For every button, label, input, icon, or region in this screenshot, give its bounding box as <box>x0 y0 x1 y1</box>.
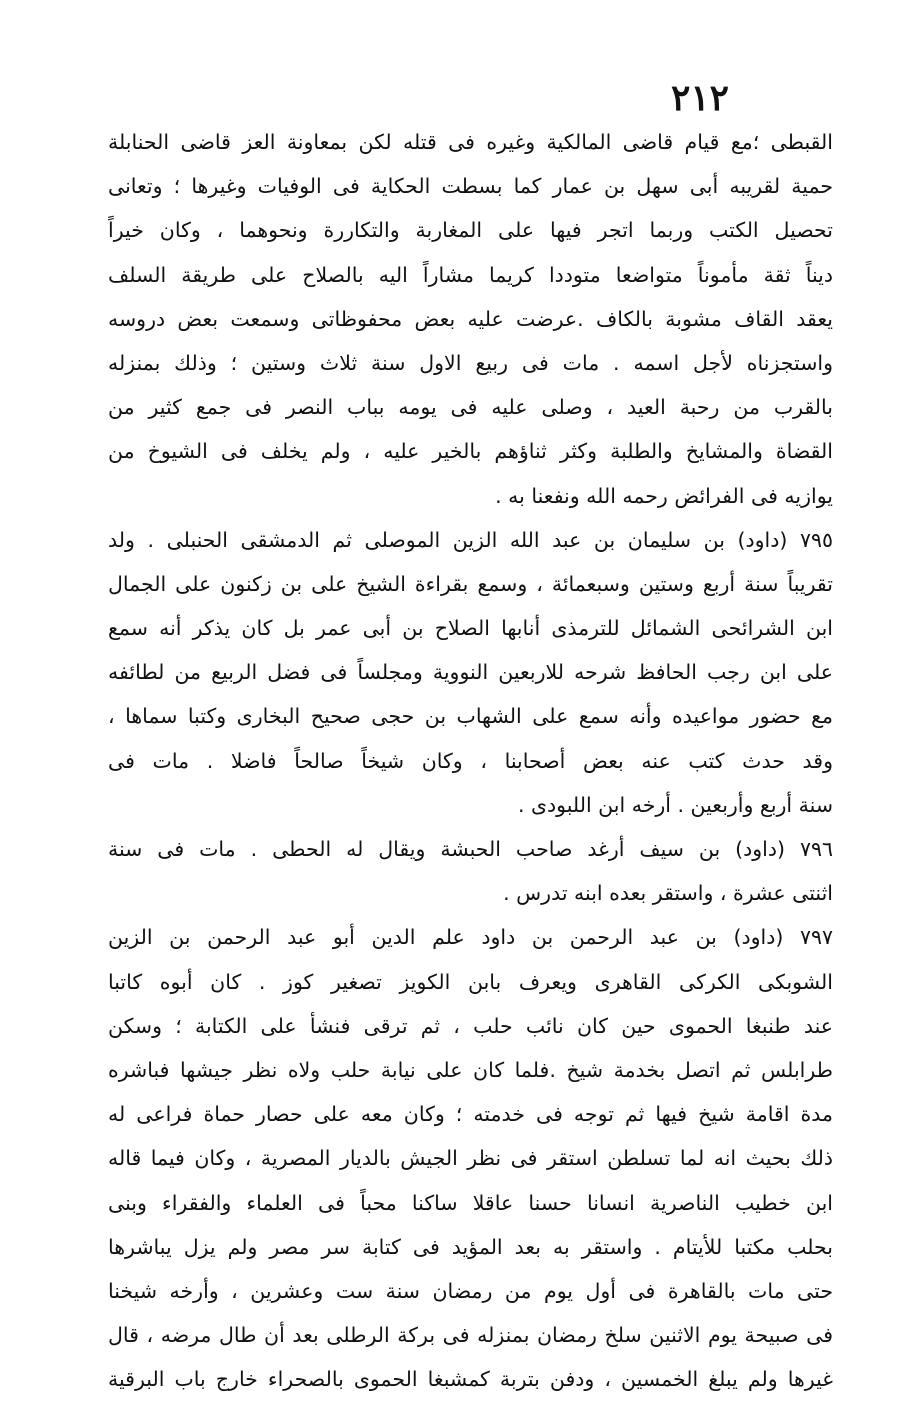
text-line: سنة أربع وأربعين . أرخه ابن اللبودى . <box>517 792 833 817</box>
text-line: ابن الشرائحى الشمائل للترمذى أنابها الصلاح بن أبى عمر بل كان يذكر أنه سمع <box>108 616 833 641</box>
text-line: الشوبكى الكركى القاهرى ويعرف بابن الكويز تصغير كوز . كان أبوه كاتبا <box>108 969 833 994</box>
text-line: اثنتى عشرة ، واستقر بعده ابنه تدرس . <box>503 881 833 906</box>
text-line: طرابلس ثم اتصل بخدمة شيخ .فلما كان على نيابة حلب ولاه نظر جيشها فباشره <box>108 1057 833 1082</box>
text-line: يوازيه فى الفرائض رحمه الله ونفعنا به . <box>495 483 833 508</box>
text-line: بالقرب من رحبة العيد ، وصلى عليه فى يومه بباب النصر فى جمع كثير من <box>108 395 833 420</box>
entry-797-start: ٧٩٧ (داود) بن عبد الرحمن بن داود علم الدين أبو عبد الرحمن بن الزين <box>108 925 833 950</box>
text-line: القبطى ؛مع قيام قاضى المالكية وغيره فى قتله لكن بمعاونة العز قاضى الحنابلة <box>108 130 833 154</box>
entry-795-start: ٧٩٥ (داود) بن سليمان بن عبد الله الزين الموصلى ثم الدمشقى الحنبلى . ولد <box>108 527 833 552</box>
page-number: ٢١٢ <box>670 77 729 119</box>
entry-796-start: ٧٩٦ (داود) بن سيف أرغد صاحب الحبشة ويقال له الحطى . مات فى سنة <box>108 837 833 861</box>
text-line: مدة اقامة شيخ فيها ثم توجه فى خدمته ؛ وكان معه على حصار حماة فراعى له <box>108 1102 833 1127</box>
text-line: تقريباً سنة أربع وستين وسبعمائة ، وسمع بقراءة الشيخ على بن زكنون على الجمال <box>108 571 833 596</box>
text-line: يعقد القاف مشوبة بالكاف .عرضت عليه بعض محفوظاتى وسمعت بعض دروسه <box>108 306 833 331</box>
text-line: على ابن رجب الحافظ شرحه للاربعين النووية ومجلساً فى فضل الربيع من لطائفه <box>108 660 833 685</box>
text-line: واستجزناه لأجل اسمه . مات فى ربيع الاول سنة ثلاث وستين ؛ وذلك بمنزله <box>108 350 833 375</box>
text-line: بحلب مكتبا للأيتام . واستقر به بعد المؤيد فى كتابة سر مصر ولم يزل يباشرها <box>108 1234 833 1259</box>
text-line: غيرها ولم يبلغ الخمسين ، ودفن بتربة كمشبغا الحموى بالصحراء خارج باب البرقية <box>108 1367 833 1392</box>
text-line: عند طنبغا الحموى حين كان نائب حلب ، ثم ترقى فنشأ على الكتابة ؛ وسكن <box>108 1013 833 1038</box>
text-line: حمية لقريبه أبى سهل بن عمار كما بسطت الحكاية فى الوفيات وغيرها ؛ وتعانى <box>108 174 833 199</box>
text-line: القضاة والمشايخ والطلبة وكثر ثناؤهم بالخير عليه ، ولم يخلف فى الشيوخ من <box>108 439 833 464</box>
text-line: ديناً ثقة مأموناً متواضعا متوددا كريما مشاراً اليه بالصلاح على طريقة السلف <box>108 262 833 287</box>
text-line: حتى مات بالقاهرة فى أول يوم من رمضان سنة ست وعشرين ، وأرخه شيخنا <box>108 1278 833 1303</box>
body-text <box>108 120 833 1401</box>
text-line: وقد حدث كتب عنه بعض أصحابنا ، وكان شيخاً صالحاً فاضلا . مات فى <box>108 748 833 773</box>
text-line: مع حضور مواعيده وأنه سمع على الشهاب بن حجى صحيح البخارى وكتبا سماها ، <box>108 704 833 729</box>
text-line: تحصيل الكتب وربما اتجر فيها على المغاربة والتكاررة ونحوهما ، وكان خيراً <box>108 218 833 243</box>
text-line: ابن خطيب الناصرية انسانا حسنا عاقلا ساكنا محباً فى العلماء والفقراء وبنى <box>108 1190 833 1215</box>
text-line: ذلك بحيث انه لما تسلطن استقر فى نظر الجيش بالديار المصرية ، وكان فيما قاله <box>108 1146 833 1171</box>
text-line: فى صبيحة يوم الاثنين سلخ رمضان بمنزله فى بركة الرطلى بعد أن طال مرضه ، قال <box>108 1323 833 1348</box>
